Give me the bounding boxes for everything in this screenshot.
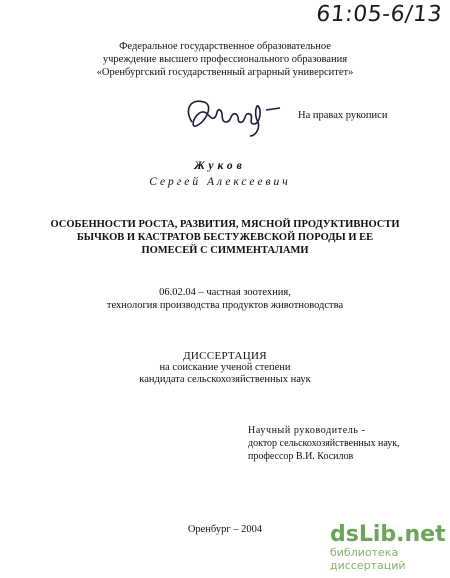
advisor-line: доктор сельскохозяйственных наук, <box>248 438 400 449</box>
specialty-line: технология производства продуктов животноводства <box>106 300 344 311</box>
advisor-block <box>248 424 400 463</box>
watermark-logo: dsLib.net <box>330 522 446 547</box>
city-year: Оренбург – 2004 <box>187 524 263 535</box>
organization-header <box>0 40 450 79</box>
title-line: ПОМЕСЕЙ С СИММЕНТАЛАМИ <box>141 245 309 256</box>
dissertation-title <box>20 218 430 257</box>
dissertation-block <box>0 350 450 386</box>
dissertation-label: ДИССЕРТАЦИЯ <box>183 350 267 362</box>
degree-line: на соискание ученой степени <box>159 362 291 373</box>
signature-image <box>180 92 290 142</box>
author-block <box>0 158 440 190</box>
degree-line: кандидата сельскохозяйственных наук <box>139 374 311 385</box>
organization-line: Федеральное государственное образовательное <box>119 41 331 52</box>
organization-line: учреждение высшего профессионального образования <box>102 54 348 65</box>
specialty-block <box>0 286 450 312</box>
handwritten-stamp: 61:05-6/13 <box>314 2 444 27</box>
author-name: Сергей Алексеевич <box>149 176 291 188</box>
advisor-line: Научный руководитель - <box>248 425 366 436</box>
title-line: ОСОБЕННОСТИ РОСТА, РАЗВИТИЯ, МЯСНОЙ ПРОДУКТИВНОСТИ <box>50 219 400 230</box>
specialty-line: 06.02.04 – частная зоотехния, <box>159 287 291 298</box>
organization-line: «Оренбургский государственный аграрный университет» <box>96 67 354 78</box>
watermark <box>330 522 446 572</box>
title-line: БЫЧКОВ И КАСТРАТОВ БЕСТУЖЕВСКОЙ ПОРОДЫ И ЕЕ <box>76 232 374 243</box>
author-surname: Жуков <box>194 160 246 172</box>
watermark-subtitle: библиотека диссертаций <box>330 546 406 572</box>
advisor-line: профессор В.И. Косилов <box>248 451 354 462</box>
rights-note: На правах рукописи <box>298 110 388 121</box>
